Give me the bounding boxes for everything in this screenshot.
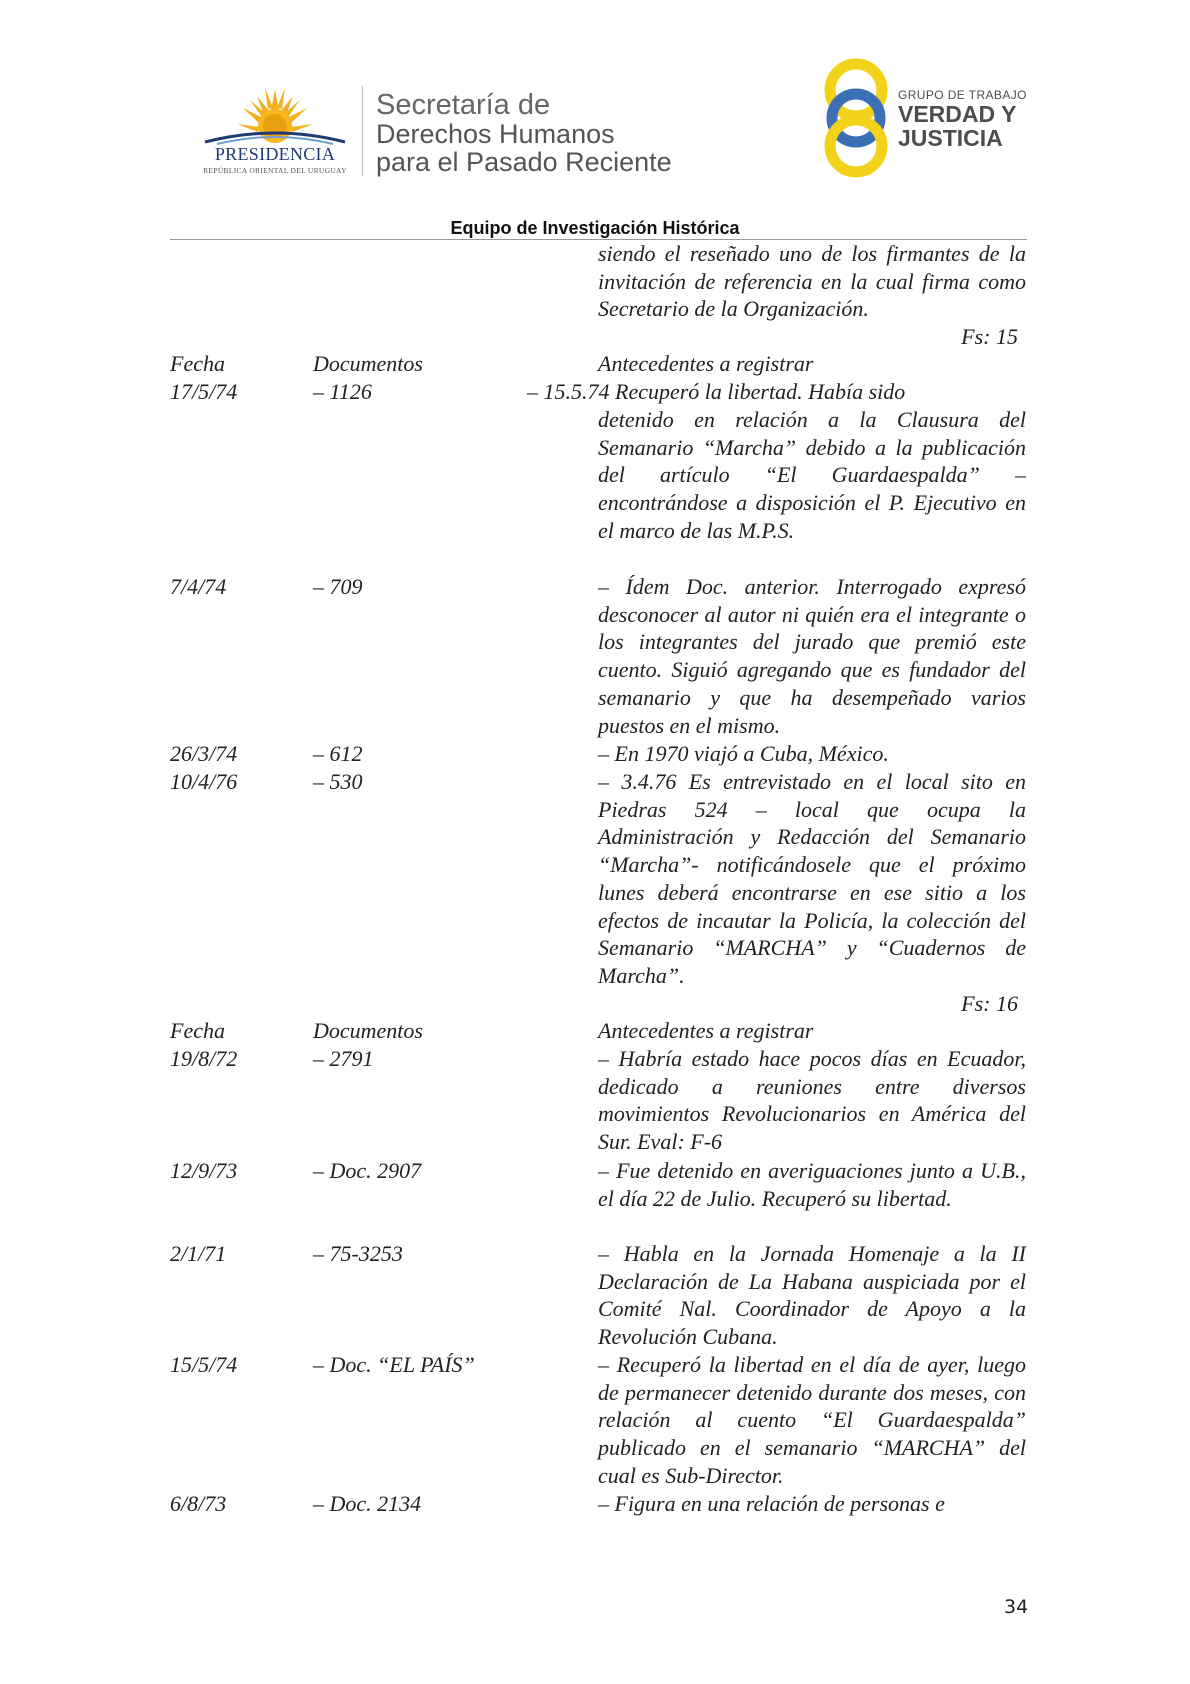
presidencia-logo (195, 80, 355, 180)
entry-text: – Fue detenido en averiguaciones junto a U.B., el día 22 de Julio. Recuperó su libertad. (598, 1158, 1026, 1211)
entry-document: – 75-3253 (313, 1241, 403, 1266)
page-number: 34 (1004, 1596, 1029, 1618)
entry-document: – 530 (313, 769, 363, 794)
entry-date: 6/8/73 (170, 1491, 227, 1516)
entry-document: – 2791 (313, 1046, 374, 1071)
entry-document: – 709 (313, 574, 363, 599)
secretaria-line-3: para el Pasado Reciente (376, 147, 672, 177)
folio-16: Fs: 16 (961, 991, 1018, 1016)
gtvj-text (898, 88, 1027, 150)
header-documentos: Documentos (313, 1018, 423, 1043)
entry-text: detenido en relación a la Clausura del Semanario “Marcha” debido a la publicación del artículo “El Guardaespalda” –encontrándose a disposición el P. Ejecutivo en el marco de las M.P.S. (598, 407, 1026, 543)
gtvj-logo (820, 56, 1030, 180)
entry-date: 10/4/76 (170, 769, 238, 794)
entry-date: 19/8/72 (170, 1046, 238, 1071)
header-fecha: Fecha (170, 351, 225, 376)
header-antecedentes: Antecedentes a registrar (598, 351, 814, 376)
entry-document: – Doc. 2134 (313, 1491, 422, 1516)
entry-document: – Doc. 2907 (313, 1158, 422, 1183)
entry-text: – Habría estado hace pocos días en Ecuador, dedicado a reuniones entre diversos movimientos Revolucionarios en América del Sur. Eval: F-6 (598, 1046, 1026, 1155)
entry-text: – Figura en una relación de personas e (598, 1491, 945, 1516)
entry-text: – Ídem Doc. anterior. Interrogado expresó desconocer al autor ni quién era el integrante o los integrantes del jurado que premió este cuento. Siguió agregando que es fundador del semanario y que ha desempeñado varios puestos en el mismo. (598, 574, 1026, 738)
entry-text: – Habla en la Jornada Homenaje a la II Declaración de La Habana auspiciada por el Comité Nal. Coordinador de Apoyo a la Revolución Cubana. (598, 1241, 1026, 1350)
intro-paragraph: siendo el reseñado uno de los firmantes de la invitación de referencia en la cual firma como Secretario de la Organización. (598, 241, 1026, 322)
gtvj-line-1: GRUPO DE TRABAJO (898, 88, 1027, 102)
header-divider (362, 86, 363, 176)
folio-15: Fs: 15 (961, 324, 1018, 349)
presidencia-label: PRESIDENCIA (214, 144, 336, 164)
gtvj-line-3: JUSTICIA (898, 125, 1003, 151)
entry-document: – Doc. “EL PAÍS” (313, 1352, 475, 1377)
entry-date: 2/1/71 (170, 1241, 227, 1266)
sun-emblem-icon (195, 80, 355, 150)
entry-date: 7/4/74 (170, 574, 227, 599)
entry-date: 26/3/74 (170, 741, 238, 766)
entry-date: 17/5/74 (170, 379, 238, 404)
entry-date: 15/5/74 (170, 1352, 238, 1377)
entry-text: – 3.4.76 Es entrevistado en el local sito en Piedras 524 – local que ocupa la Administración y Redacción del Semanario “Marcha”- notificándosele que el próximo lunes deberá encontrarse en ese sitio a los efectos de incautar la Policía, la colección del Semanario “MARCHA” y “Cuadernos de Marcha”. (598, 769, 1026, 988)
header-documentos: Documentos (313, 351, 423, 376)
entry-text: – En 1970 viajó a Cuba, México. (598, 741, 889, 766)
team-heading: Equipo de Investigación Histórica (450, 218, 740, 238)
header-fecha: Fecha (170, 1018, 225, 1043)
presidencia-subtitle: REPÚBLICA ORIENTAL DEL URUGUAY (203, 166, 347, 175)
secretaria-title (376, 90, 672, 176)
secretaria-line-1: Secretaría de (376, 89, 551, 121)
entry-text: – Recuperó la libertad en el día de ayer, luego de permanecer detenido durante dos meses, con relación al cuento “El Guardaespalda” publicado en el semanario “MARCHA” del cual es Sub-Director. (598, 1352, 1026, 1488)
rings-icon (820, 56, 900, 180)
entry-document: – 612 (313, 741, 363, 766)
gtvj-line-2: VERDAD Y (898, 101, 1017, 127)
entry-document: – 1126 (313, 379, 372, 404)
entry-date: 12/9/73 (170, 1158, 238, 1183)
secretaria-line-2: Derechos Humanos (376, 119, 615, 149)
entry-lead-line: – 15.5.74 Recuperó la libertad. Había sido (527, 379, 906, 404)
header-antecedentes: Antecedentes a registrar (598, 1018, 814, 1043)
